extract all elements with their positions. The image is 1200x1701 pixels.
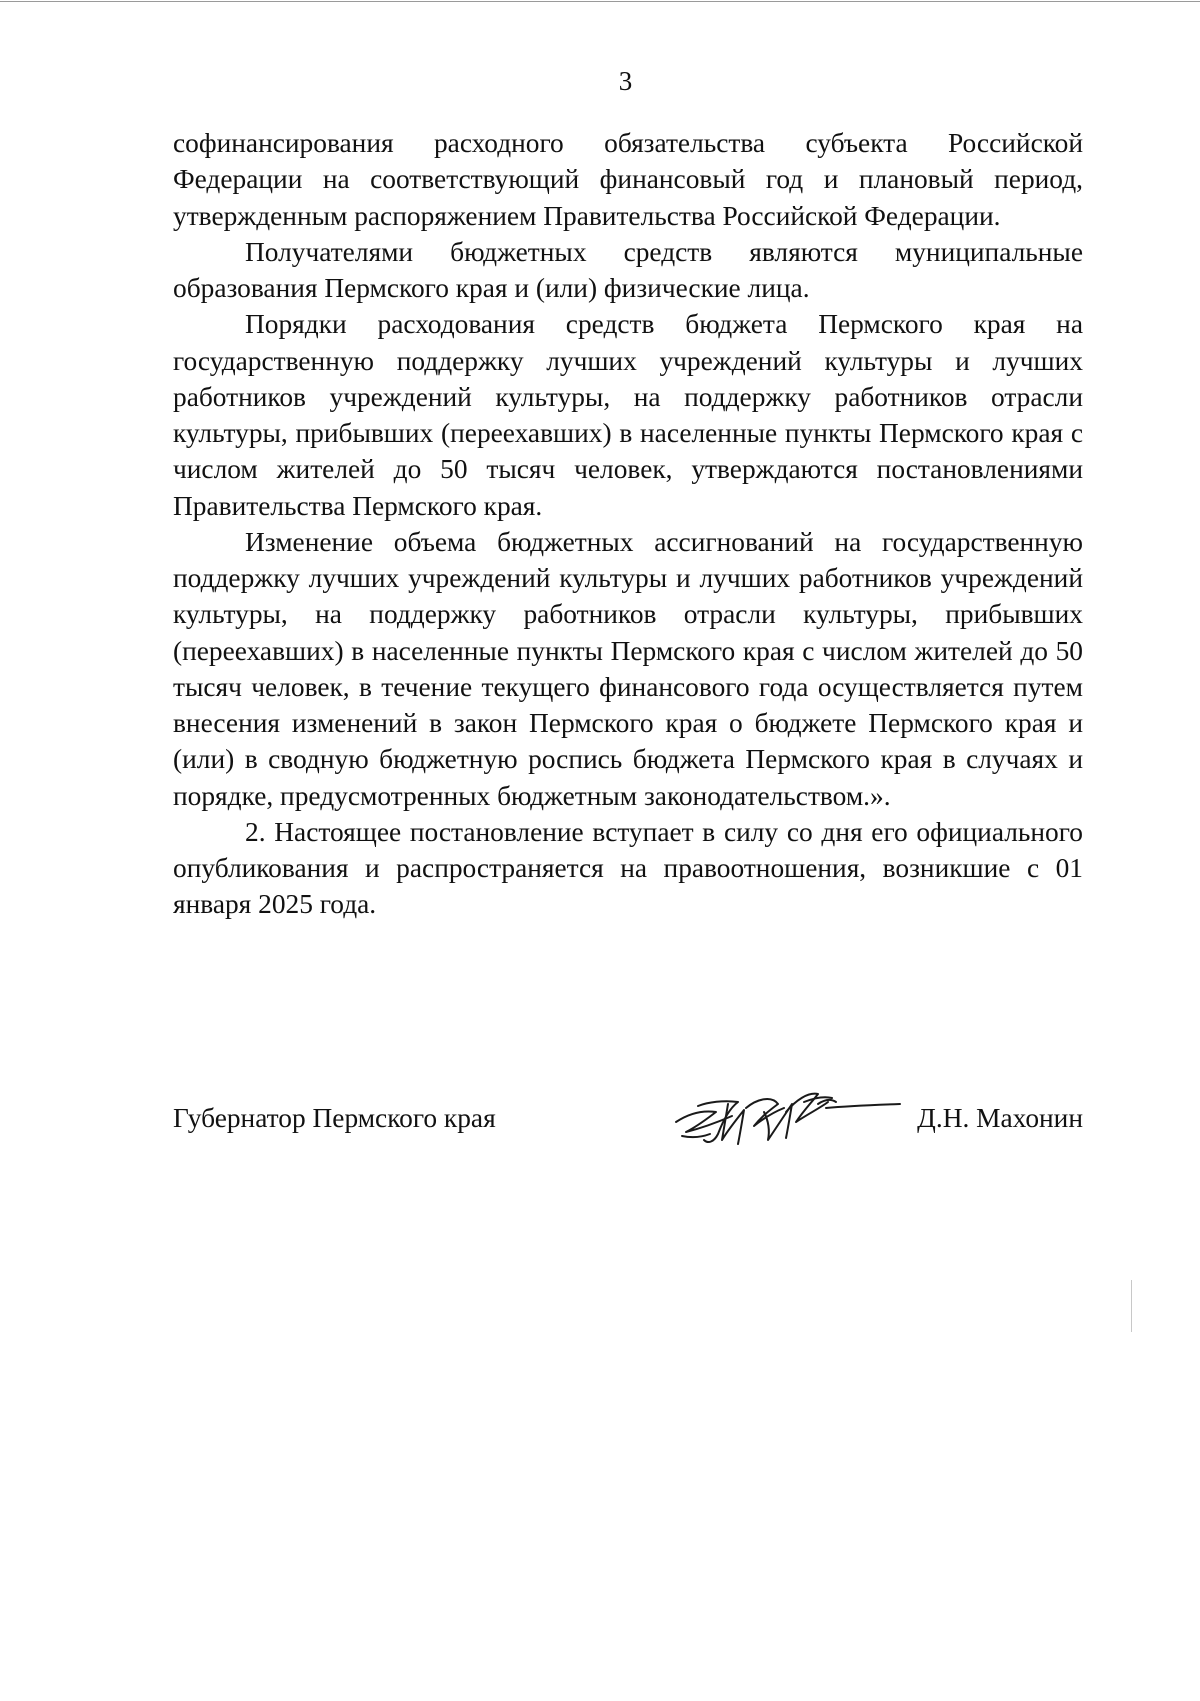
- paragraph-continuation: софинансирования расходного обязательства субъекта Российской Федерации на соответствующий финансовый год и плановый период, утвержденным распоряжением Правительства Российской Федерации.: [173, 128, 1083, 231]
- paragraph-procedures: Порядки расходования средств бюджета Пермского края на государственную поддержку лучших учреждений культуры и лучших работников учреждений культуры, на поддержку работников отрасли культуры, прибывших (переехавших) в населенные пункты Пермского края с числом жителей до 50 тысяч человек, утверждаются постановлениями Правительства Пермского края.: [173, 309, 1083, 521]
- document-body: [173, 125, 1083, 923]
- page-number: 3: [618, 66, 633, 96]
- handwritten-signature: [668, 1082, 908, 1152]
- paragraph-effective-date: 2. Настоящее постановление вступает в силу со дня его официального опубликования и распространяется на правоотношения, возникшие с 01 января 2025 года.: [173, 816, 1083, 920]
- paragraph-recipients: Получателями бюджетных средств являются муниципальные образования Пермского края и (или) физические лица.: [173, 236, 1083, 303]
- paragraph-budget-changes: Изменение объема бюджетных ассигнований на государственную поддержку лучших учреждений культуры и лучших работников учреждений культуры, на поддержку работников отрасли культуры, прибывших (переехавших) в населенные пункты Пермского края с числом жителей до 50 тысяч человек, в течение текущего финансового года осуществляется путем внесения изменений в закон Пермского края о бюджете Пермского края и (или) в сводную бюджетную роспись бюджета Пермского края в случаях и порядке, предусмотренных бюджетным законодательством.».: [173, 526, 1083, 811]
- signature-block: [173, 1100, 1083, 1160]
- signer-name: Д.Н. Махонин: [917, 1103, 1083, 1133]
- scan-edge-line: [0, 1, 1200, 2]
- scan-artifact-mark: [1131, 1280, 1132, 1332]
- signer-title: Губернатор Пермского края: [173, 1103, 496, 1133]
